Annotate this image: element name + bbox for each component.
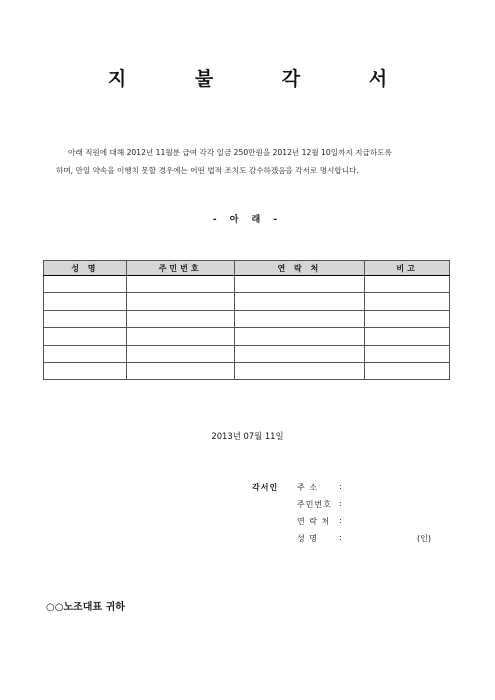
table-cell <box>365 362 450 379</box>
field-colon: : <box>339 516 342 525</box>
table-cell <box>126 345 234 362</box>
table-cell <box>126 276 234 293</box>
table-cell <box>44 276 127 293</box>
seal-mark: (인) <box>417 534 431 543</box>
table-header-row <box>44 261 450 276</box>
table-cell <box>234 293 365 310</box>
field-label: 연 락 처 <box>297 517 331 526</box>
signer-field-address <box>297 482 447 499</box>
document-title: 지 불 각 서 <box>107 68 419 90</box>
table-cell <box>44 362 127 379</box>
addressee: ○○노조대표 귀하 <box>46 602 125 613</box>
table-cell <box>44 328 127 345</box>
section-heading: - 아 래 - <box>212 215 283 225</box>
field-label: 주 소 <box>297 483 318 492</box>
table-cell <box>126 293 234 310</box>
table-row <box>44 345 450 362</box>
table-cell <box>234 276 365 293</box>
table-cell <box>126 328 234 345</box>
table-cell <box>365 293 450 310</box>
employee-table <box>43 260 450 380</box>
header-id-number: 주민번호 <box>126 261 234 276</box>
table-cell <box>234 310 365 327</box>
header-name: 성 명 <box>44 261 127 276</box>
field-colon: : <box>339 499 342 508</box>
table-row <box>44 362 450 379</box>
signer-field-id-number <box>297 499 447 516</box>
pledge-line-2: 하며, 만일 약속을 이행치 못할 경우에는 어떤 법적 조치도 감수하겠음을 각서로 명시합니다. <box>56 166 359 175</box>
table-cell <box>44 345 127 362</box>
table-cell <box>365 276 450 293</box>
table-cell <box>44 310 127 327</box>
table-row <box>44 293 450 310</box>
field-colon: : <box>339 533 342 542</box>
field-colon: : <box>339 482 342 491</box>
table-cell <box>126 362 234 379</box>
header-remarks: 비고 <box>365 261 450 276</box>
table-cell <box>365 328 450 345</box>
pledge-body <box>56 144 456 180</box>
signer-field-name <box>297 533 447 550</box>
header-contact: 연 락 처 <box>234 261 365 276</box>
table-cell <box>234 345 365 362</box>
table-cell <box>234 328 365 345</box>
table-cell <box>365 310 450 327</box>
table-row <box>44 310 450 327</box>
pledge-line-1: 아래 직원에 대해 2012년 11월분 급여 각각 일금 250만원을 2012년 12월 10일까지 지급하도록 <box>68 148 392 157</box>
table-cell <box>234 362 365 379</box>
table-cell <box>365 345 450 362</box>
table-cell <box>44 293 127 310</box>
table-row <box>44 328 450 345</box>
table-row <box>44 276 450 293</box>
table-cell <box>126 310 234 327</box>
field-label: 성 명 <box>297 534 318 543</box>
signer-role: 각서인 <box>252 483 279 492</box>
signer-field-contact <box>297 516 447 533</box>
field-label: 주민번호 <box>297 500 332 509</box>
document-date: 2013년 07월 11일 <box>211 431 284 441</box>
